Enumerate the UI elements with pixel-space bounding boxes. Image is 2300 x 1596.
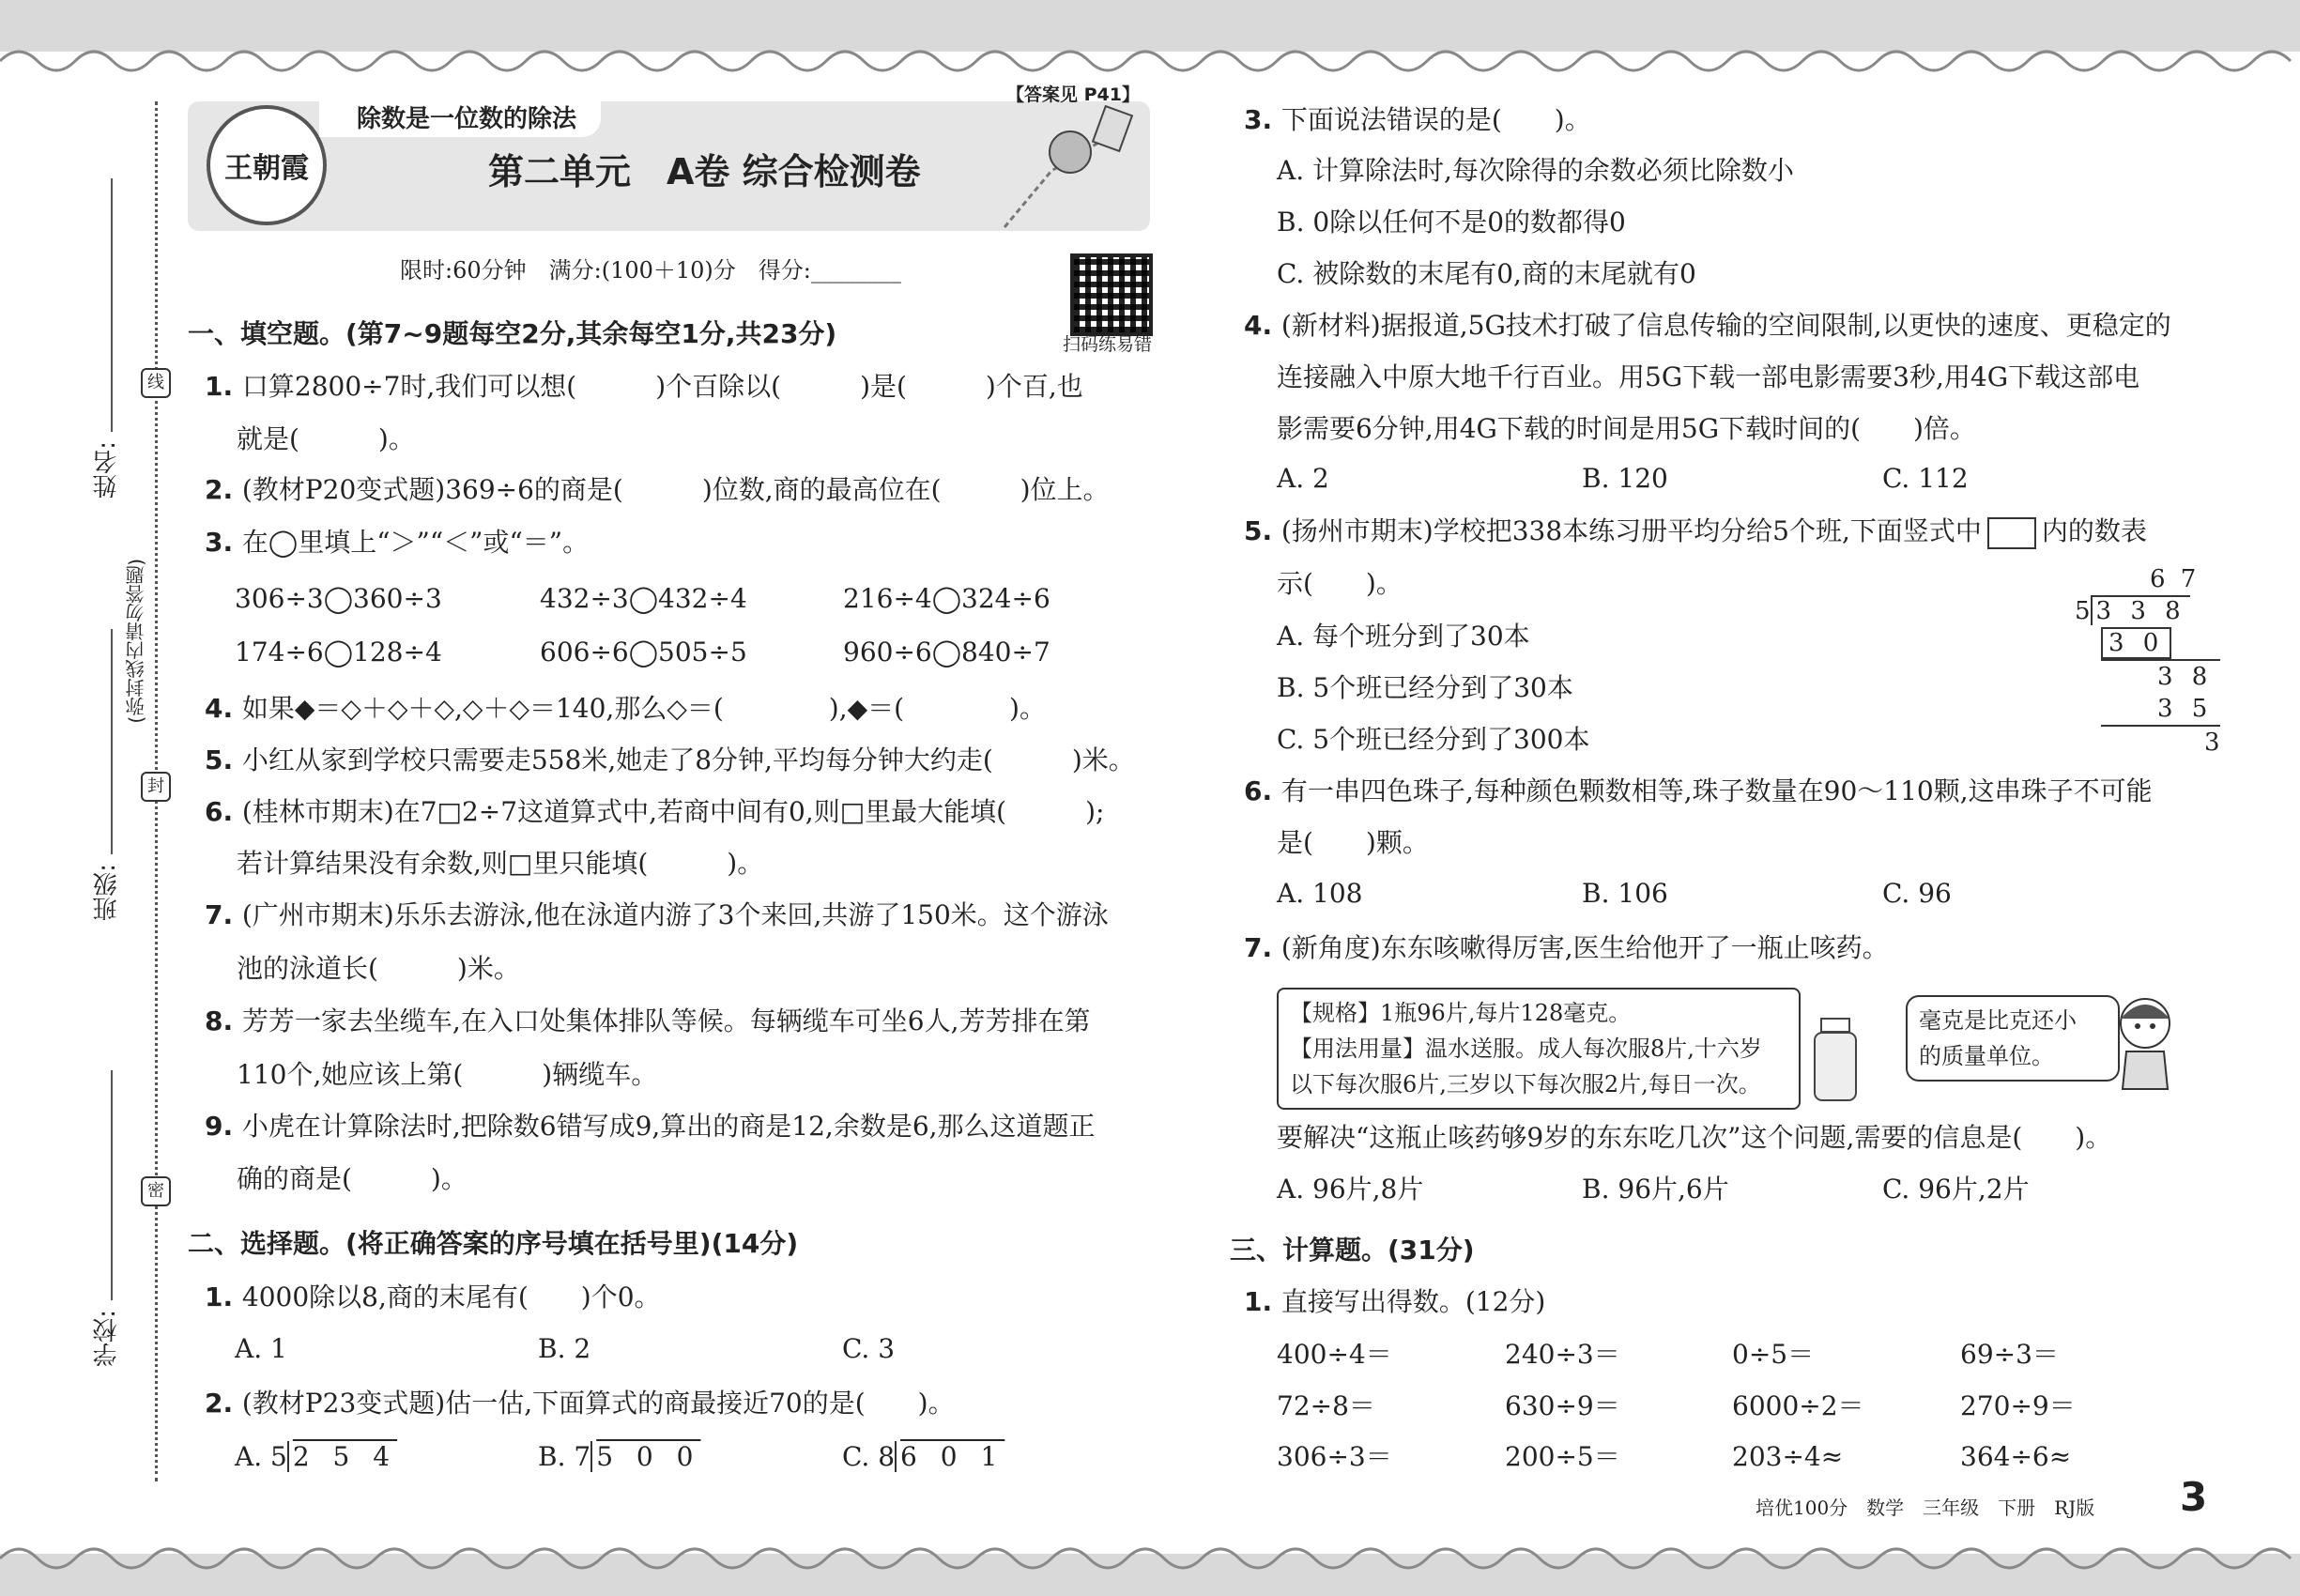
s2-q1-opt-a[interactable]: A. 1 [235,1333,287,1364]
s2-q2-opt-a[interactable] [235,1438,397,1476]
s2-q5-line1: 5. (扬州市期末)学校把338本练习册平均分给5个班,下面竖式中 内的数表 [1244,513,2147,550]
compare-1: 306÷3◯360÷3 [235,583,442,614]
s2-q4-line1: 4. (新材料)据报道,5G技术打破了信息传输的空间限制,以更快的速度、更稳定的 [1244,310,2171,341]
s2-q4-text-a: (新材料)据报道,5G技术打破了信息传输的空间限制,以更快的速度、更稳定的 [1280,310,2171,341]
long-division [2075,563,2220,759]
compare-3: 216÷4◯324÷6 [843,583,1050,614]
top-wavy-border [0,42,2300,80]
opt-b-dividend: 5 0 0 [590,1441,700,1472]
compare-6: 960÷6◯840÷7 [843,637,1050,668]
vd-product2: 3 5 [2157,695,2214,723]
bubble-line-1: 毫克是比克还小 [1919,1007,2077,1034]
calc-r1-c4: 69÷3＝ [1960,1339,2059,1370]
s3-q1: 1. 直接写出得数。(12分) [1244,1286,1546,1317]
rocket-kid-illustration [995,105,1145,237]
med-usage-2: 以下每次服6片,三岁以下每次服2片,每日一次。 [1290,1071,1761,1097]
s2-q1-text: 4000除以8,商的末尾有( )个0。 [241,1281,661,1312]
calc-r2-c4: 270÷9＝ [1960,1390,2076,1421]
boy-illustration [2108,990,2183,1094]
s2-q5-opt-a[interactable]: A. 每个班分到了30本 [1277,621,1530,652]
s2-q1-opt-b[interactable]: B. 2 [538,1333,591,1364]
s2-q4-opt-b[interactable]: B. 120 [1582,463,1668,494]
calc-r3-c2: 200÷5＝ [1505,1441,1620,1472]
s2-q6-text-a: 有一串四色珠子,每种颜色颗数相等,珠子数量在90～110颗,这串珠子不可能 [1280,775,2153,806]
s2-q4-opt-a[interactable]: A. 2 [1277,463,1329,494]
logo-text: 王朝霞 [224,152,309,185]
class-line [111,629,113,854]
s2-q7-opt-c[interactable]: C. 96片,2片 [1882,1174,2030,1205]
s1-q2: 2. (教材P20变式题)369÷6的商是( )位数,商的最高位在( )位上。 [205,474,1110,505]
qr-code[interactable] [1070,253,1153,336]
s2-q7: 7. (新角度)东东咳嗽得厉害,医生给他开了一瓶止咳药。 [1244,932,1889,963]
compare-2: 432÷3◯432÷4 [540,583,747,614]
test-info: 限时:60分钟 满分:(100＋10)分 得分:________ [400,257,901,284]
s1-q9-line2: 确的商是( )。 [237,1163,468,1194]
calc-r1-c1: 400÷4＝ [1277,1339,1392,1370]
seal-tag-line: 线 [141,368,171,398]
answer-reference: 【答案见 P41】 [1006,84,1140,105]
s2-q7-text: (新角度)东东咳嗽得厉害,医生给他开了一瓶止咳药。 [1280,932,1889,963]
school-label: 学校: [93,1310,121,1367]
s2-q4-opt-c[interactable]: C. 112 [1882,463,1969,494]
calc-r3-c3: 203÷4≈ [1732,1441,1844,1472]
calc-r2-c3: 6000÷2＝ [1732,1390,1864,1421]
s2-q2-text: (教材P23变式题)估一估,下面算式的商最接近70的是( )。 [241,1388,955,1419]
s1-q4: 4. 如果◆＝◇＋◇＋◇,◇＋◇＝140,那么◇＝( ),◆＝( )。 [205,693,1046,724]
compare-5: 606÷6◯505÷5 [540,637,747,668]
s1-q5: 5. 小红从家到学校只需要走558米,她走了8分钟,平均每分钟大约走( )米。 [205,744,1135,775]
med-spec: 【规格】1瓶96片,每片128毫克。 [1290,1000,1632,1026]
compare-4: 174÷6◯128÷4 [235,637,442,668]
name-line [111,178,113,432]
opt-c-label: C. 8 [842,1441,896,1472]
section1-title: 一、填空题。(第7~9题每空2分,其余每空1分,共23分) [188,318,837,349]
s2-q2-opt-b[interactable] [538,1438,700,1476]
s1-q6-line1: 6. (桂林市期末)在7□2÷7这道算式中,若商中间有0,则□里最大能填( ); [205,796,1105,827]
page-number: 3 [2180,1474,2208,1520]
s1-q6-line2: 若计算结果没有余数,则□里只能填( )。 [237,848,764,879]
s1-q3: 3. 在◯里填上“＞”“＜”或“＝”。 [205,527,590,558]
blank-box [1987,517,2036,549]
s2-q1-opt-c[interactable]: C. 3 [842,1333,896,1364]
s1-q7-text-a: (广州市期末)乐乐去游泳,他在泳道内游了3个来回,共游了150米。这个游泳 [241,899,1109,930]
s2-q6-opt-b[interactable]: B. 106 [1582,878,1668,909]
name-label: 姓名: [93,441,121,499]
calc-r1-c3: 0÷5＝ [1732,1339,1815,1370]
med-usage-1: 【用法用量】温水送服。成人每次服8片,十六岁 [1290,1036,1762,1062]
s1-q8-text-a: 芳芳一家去坐缆车,在入口处集体排队等候。每辆缆车可坐6人,芳芳排在第 [241,1005,1091,1036]
opt-a-label: A. 5 [235,1441,287,1472]
calc-r1-c2: 240÷3＝ [1505,1339,1620,1370]
s2-q4-line2: 连接融入中原大地千行百业。用5G下载一部电影需要3秒,用4G下载这部电 [1277,361,2140,392]
s2-q2-opt-c[interactable] [842,1438,1004,1476]
s1-q6-text-a: (桂林市期末)在7□2÷7这道算式中,若商中间有0,则□里最大能填( ); [241,796,1105,827]
vd-divisor: 5 [2075,597,2091,625]
s2-q5-line2: 示( )。 [1277,568,1403,599]
calc-r2-c1: 72÷8＝ [1277,1390,1375,1421]
opt-c-dividend: 6 0 1 [895,1441,1004,1472]
brand-logo [207,105,327,225]
vd-remainder1: 3 8 [2101,659,2220,693]
vd-boxed-product: 3 0 [2101,627,2171,659]
s3-q1-text: 直接写出得数。(12分) [1280,1286,1546,1317]
seal-tag-secret: 密 [141,1176,171,1206]
s1-q1-line2: 就是( )。 [237,423,415,454]
s2-q5-text-a2: 内的数表 [2041,515,2147,546]
s2-q5-opt-b[interactable]: B. 5个班已经分到了30本 [1277,672,1573,703]
medicine-label-box [1277,988,1801,1110]
s2-q4-line3: 影需要6分钟,用4G下载的时间是用5G下载时间的( )倍。 [1277,413,1976,444]
opt-b-label: B. 7 [538,1441,591,1472]
calc-r3-c4: 364÷6≈ [1960,1441,2072,1472]
s2-q5-text-a: (扬州市期末)学校把338本练习册平均分给5个班,下面竖式中 [1280,515,1982,546]
s2-q7-line2: 要解决“这瓶止咳药够9岁的东东吃几次”这个问题,需要的信息是( )。 [1277,1122,2112,1153]
s2-q1: 1. 4000除以8,商的末尾有( )个0。 [205,1281,661,1312]
vd-remainder-final: 3 [2101,725,2220,759]
vd-dividend: 3 3 8 [2091,595,2190,625]
s2-q7-opt-b[interactable]: B. 96片,6片 [1582,1174,1729,1205]
vd-quotient: 6 7 [2150,565,2200,593]
s1-q8-line1: 8. 芳芳一家去坐缆车,在入口处集体排队等候。每辆缆车可坐6人,芳芳排在第 [205,1005,1091,1036]
seal-tag-seal: 封 [141,772,171,802]
s1-q5-text: 小红从家到学校只需要走558米,她走了8分钟,平均每分钟大约走( )米。 [241,744,1135,775]
s1-q7-line1: 7. (广州市期末)乐乐去游泳,他在泳道内游了3个来回,共游了150米。这个游泳 [205,899,1109,930]
s1-q2-text: (教材P20变式题)369÷6的商是( )位数,商的最高位在( )位上。 [241,474,1110,505]
s1-q4-text: 如果◆＝◇＋◇＋◇,◇＋◇＝140,那么◇＝( ),◆＝( )。 [241,693,1046,724]
s2-q3-opt-a[interactable]: A. 计算除法时,每次除得的余数必须比除数小 [1277,155,1794,186]
calc-r3-c1: 306÷3＝ [1277,1441,1392,1472]
opt-a-dividend: 2 5 4 [287,1441,397,1472]
section3-title: 三、计算题。(31分) [1230,1235,1475,1266]
section2-title: 二、选择题。(将正确答案的序号填在括号里)(14分) [188,1228,799,1259]
s1-q1-text-a: 口算2800÷7时,我们可以想( )个百除以( )是( )个百,也 [241,371,1083,402]
class-label: 班级: [93,864,121,921]
s2-q6-line1: 6. 有一串四色珠子,每种颜色颗数相等,珠子数量在90～110颗,这串珠子不可能 [1244,775,2153,806]
s1-q7-line2: 池的泳道长( )米。 [237,953,520,984]
s2-q3-opt-b[interactable]: B. 0除以任何不是0的数都得0 [1277,207,1626,238]
s1-q9-text-a: 小虎在计算除法时,把除数6错写成9,算出的商是12,余数是6,那么这道题正 [241,1111,1096,1142]
seal-note: (弥封线内请勿答题) [125,559,147,724]
s2-q2: 2. (教材P23变式题)估一估,下面算式的商最接近70的是( )。 [205,1388,955,1419]
bottom-wavy-border [0,1540,2300,1577]
bubble-line-2: 的质量单位。 [1919,1043,2054,1069]
s2-q7-opt-a[interactable]: A. 96片,8片 [1277,1174,1424,1205]
school-line [111,1070,113,1300]
s2-q3-opt-c[interactable]: C. 被除数的末尾有0,商的末尾就有0 [1277,258,1696,289]
s2-q6-line2: 是( )颗。 [1277,827,1429,858]
s2-q3-text: 下面说法错误的是( )。 [1280,104,1591,135]
page-title: 第二单元 A卷 综合检测卷 [488,151,921,192]
qr-label: 扫码练易错 [1063,334,1153,355]
s1-q9-line1: 9. 小虎在计算除法时,把除数6错写成9,算出的商是12,余数是6,那么这道题正 [205,1111,1096,1142]
speech-bubble [1906,995,2120,1082]
medicine-bottle-icon [1807,1014,1873,1108]
s1-q3-text: 在◯里填上“＞”“＜”或“＝”。 [241,527,590,558]
s2-q6-opt-c[interactable]: C. 96 [1882,878,1952,909]
s1-q8-line2: 110个,她应该上第( )辆缆车。 [237,1059,658,1090]
footer-text: 培优100分 数学 三年级 下册 RJ版 [1756,1496,2095,1519]
calc-r2-c2: 630÷9＝ [1505,1390,1620,1421]
s1-q1-line1: 1. 口算2800÷7时,我们可以想( )个百除以( )是( )个百,也 [205,371,1083,402]
s2-q6-opt-a[interactable]: A. 108 [1277,878,1363,909]
unit-subtitle: 除数是一位数的除法 [357,105,577,133]
s2-q3: 3. 下面说法错误的是( )。 [1244,104,1591,135]
s2-q5-opt-c[interactable]: C. 5个班已经分到了300本 [1277,724,1590,755]
